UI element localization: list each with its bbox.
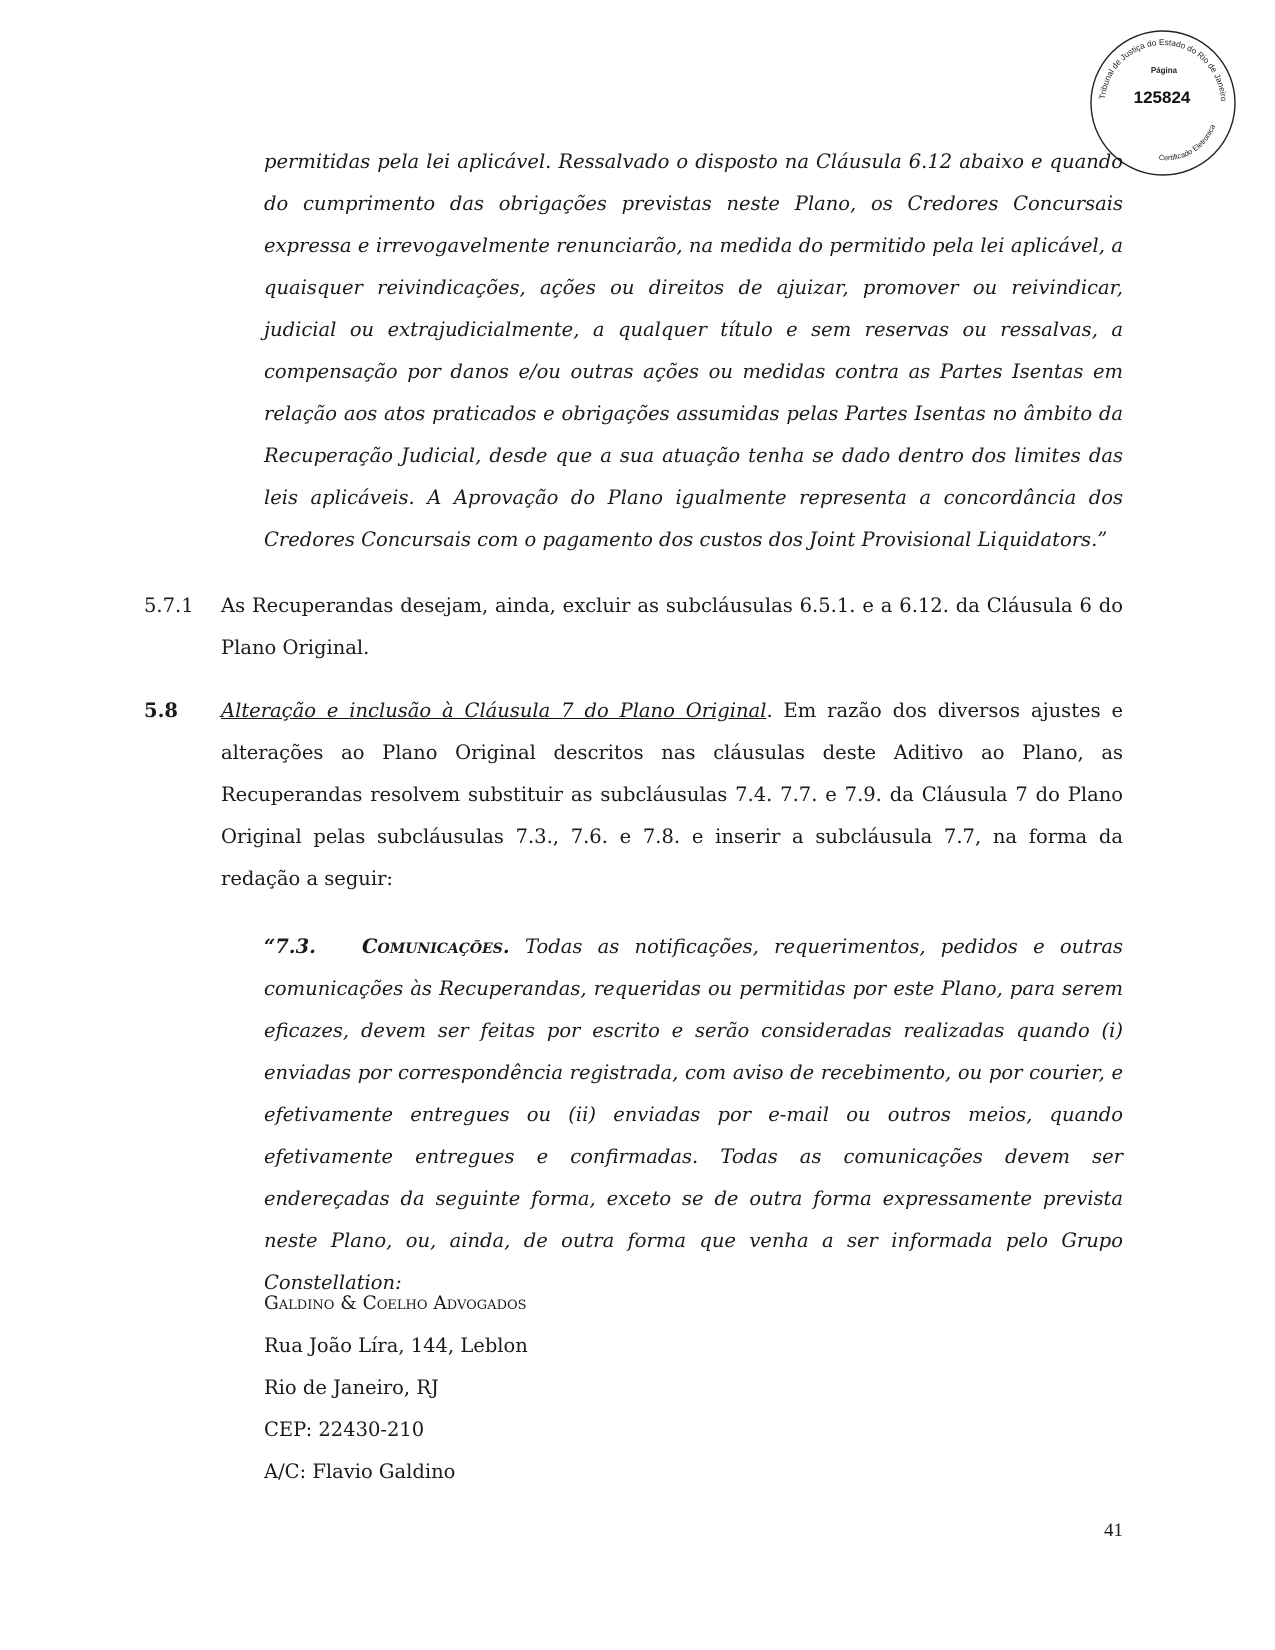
paragraph-number-5-7-1: 5.7.1 bbox=[144, 594, 194, 617]
clause-7-3-heading: Comunicações. bbox=[362, 935, 510, 958]
address-street: Rua João Líra, 144, Leblon bbox=[264, 1334, 528, 1357]
paragraph-5-8-heading: Alteração e inclusão à Cláusula 7 do Plano Original bbox=[221, 699, 767, 722]
address-cep: CEP: 22430-210 bbox=[264, 1418, 425, 1441]
address-attention: A/C: Flavio Galdino bbox=[264, 1460, 456, 1483]
address-city: Rio de Janeiro, RJ bbox=[264, 1376, 439, 1399]
page-number: 41 bbox=[1104, 1520, 1123, 1541]
paragraph-5-7-1-text: As Recuperandas desejam, ainda, excluir as subcláusulas 6.5.1. e a 6.12. da Cláusula 6 do Plano Original. bbox=[221, 594, 1123, 659]
address-firm: Galdino & Coelho Advogados bbox=[264, 1293, 527, 1314]
clause-7-3-number: “7.3. bbox=[264, 935, 316, 958]
stamp-label: Página bbox=[1150, 66, 1178, 75]
quoted-clause-7-3 bbox=[264, 926, 1123, 1304]
quoted-paragraph-continuation: permitidas pela lei aplicável. Ressalvado o disposto na Cláusula 6.12 abaixo e quando do cumprimento das obrigações previstas neste Plano, os Credores Concursais expressa e irrevogavelmente renunciarão, na medida do permitido pela lei aplicável, a quaisquer reivindicações, ações ou direitos de ajuizar, promover ou reivindicar, judicial ou extrajudicialmente, a qualquer título e sem reservas ou ressalvas, a compensação por danos e/ou outras ações ou medidas contra as Partes Isentas em relação aos atos praticados e obrigações assumidas pelas Partes Isentas no âmbito da Recuperação Judicial, desde que a sua atuação tenha se dado dentro dos limites das leis aplicáveis. A Aprovação do Plano igualmente representa a concordância dos Credores Concursais com o pagamento dos custos dos Joint Provisional Liquidators.” bbox=[264, 150, 1123, 551]
paragraph-5-8 bbox=[221, 690, 1123, 900]
paragraph-number-5-8: 5.8 bbox=[144, 699, 178, 722]
stamp-ring-top-text: Tribunal de Justiça do Estado do Rio de Janeiro bbox=[1097, 36, 1230, 102]
paragraph-5-8-text: . Em razão dos diversos ajustes e alterações ao Plano Original descritos nas cláusulas deste Aditivo ao Plano, as Recuperandas resolvem substituir as subcláusulas 7.4. 7.7. e 7.9. da Cláusula 7 do Plano Original pelas subcláusulas 7.3., 7.6. e 7.8. e inserir a subcláusula 7.7, na forma da redação a seguir: bbox=[221, 699, 1123, 890]
stamp-ring-bottom-text: Certificado Eletronica bbox=[1158, 123, 1218, 163]
address-block bbox=[264, 1283, 964, 1493]
clause-7-3-text: Todas as notificações, requerimentos, pedidos e outras comunicações às Recuperandas, requeridas ou permitidas por este Plano, para serem eficazes, devem ser feitas por escrito e serão consideradas realizadas quando (i) enviadas por correspondência registrada, com aviso de recebimento, ou por courier, e efetivamente entregues ou (ii) enviadas por e-mail ou outros meios, quando efetivamente entregues e confirmadas. Todas as comunicações devem ser endereçadas da seguinte forma, exceto se de outra forma expressamente prevista neste Plano, ou, ainda, de outra forma que venha a ser informada pelo Grupo Constellation: bbox=[264, 935, 1123, 1294]
stamp-number: 125824 bbox=[1133, 88, 1191, 107]
